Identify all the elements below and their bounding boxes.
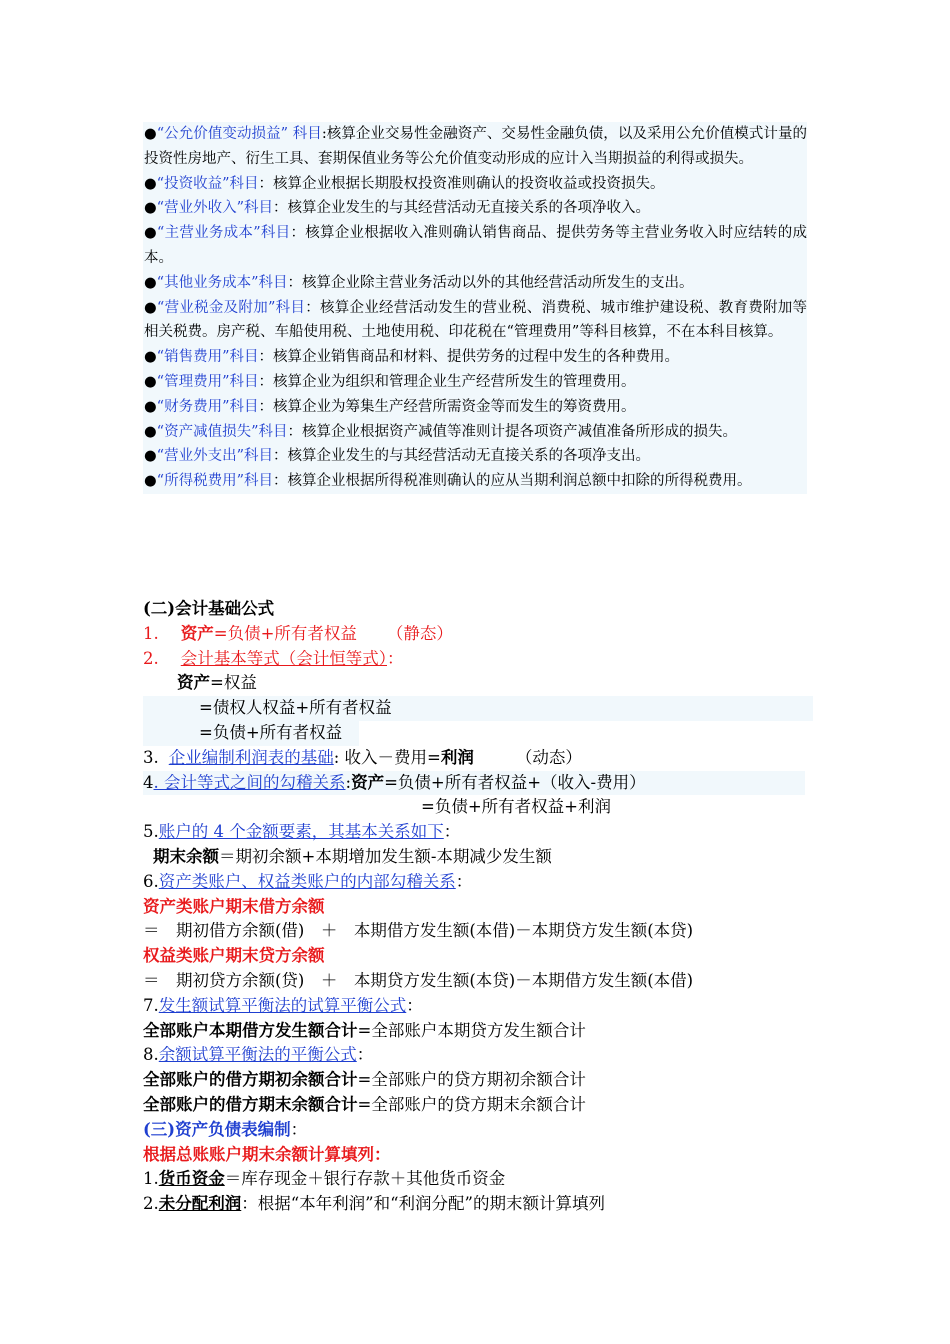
trial-balance-occurrence-link[interactable]: 发生额试算平衡法的试算平衡公式: [158, 995, 407, 1015]
formula-line-1: 1. 资产=负债+所有者权益 （静态）: [143, 623, 453, 643]
income-statement-basis-link[interactable]: 企业编制利润表的基础: [168, 747, 334, 767]
account-term: “营业税金及附加”: [156, 299, 276, 316]
account-description: ：核算企业根据资产减值等准则计提各项资产减值准备所形成的损失。: [287, 423, 737, 440]
formula-line-6: 3. 企业编制利润表的基础: 收入－费用=利润 （动态）: [143, 747, 582, 767]
account-description: ：核算企业发生的与其经营活动无直接关系的各项净收入。: [272, 200, 650, 217]
account-label: 科目: [229, 349, 259, 366]
section-title-balance-sheet: (三)资产负债表编制：: [143, 1119, 308, 1139]
balance-sheet-subtitle: 根据总账账户期末余额计算填列：: [143, 1144, 391, 1164]
bullet-dot-icon: ●: [144, 274, 157, 291]
account-term: “投资收益”: [156, 175, 230, 192]
balance-sheet-item-1: 1.货币资金＝库存现金＋银行存款＋其他货币资金: [143, 1169, 506, 1189]
bullet-dot-icon: ●: [144, 398, 157, 415]
account-description: ：核算企业根据所得税准则确认的应从当期利润总额中扣除的所得税费用。: [272, 473, 752, 490]
bullet-dot-icon: ●: [144, 423, 157, 440]
account-description: ：核算企业根据收入准则确认销售商品、提供劳务等主营业务收入时应结转的成本。: [144, 225, 808, 266]
account-label: 科目: [258, 274, 288, 291]
formula-line-16: 7.发生额试算平衡法的试算平衡公式：: [143, 995, 423, 1015]
formula-line-17: 全部账户本期借方发生额合计=全部账户本期贷方发生额合计: [143, 1020, 586, 1040]
bullet-dot-icon: ●: [144, 373, 157, 390]
account-term: “其他业务成本”: [156, 274, 259, 291]
account-definition-item: [143, 469, 807, 494]
account-term: “财务费用”: [156, 398, 230, 415]
account-label: 科目: [243, 448, 273, 465]
formula-line-2: 2. 会计基本等式（会计恒等式）：: [143, 648, 404, 668]
account-term: “资产减值损失”: [156, 423, 259, 440]
account-label: 科目: [229, 373, 259, 390]
account-description: ：核算企业经营活动发生的营业税、消费税、城市维护建设税、教育费附加等相关税费。房产税、车船使用税、土地使用税、印花税在“管理费用”等科目核算，不在本科目核算。: [144, 299, 808, 341]
account-description: ：核算企业为组织和管理企业生产经营所发生的管理费用。: [258, 373, 636, 390]
bullet-dot-icon: ●: [144, 175, 157, 192]
account-label: 科目: [243, 473, 273, 490]
bullet-dot-icon: ●: [144, 200, 157, 217]
account-definition-item: [143, 172, 807, 197]
formula-line-3: 资产=权益: [177, 673, 257, 693]
account-term: “营业外支出”: [156, 448, 244, 465]
account-elements-link[interactable]: 账户的 4 个金额要素，其基本关系如下: [158, 822, 444, 842]
equation-relationship-link[interactable]: . 会计等式之间的勾稽关系: [153, 772, 346, 792]
account-description: ：核算企业销售商品和材料、提供劳务的过程中发生的各种费用。: [258, 349, 679, 366]
account-definition-item: [143, 296, 807, 346]
account-label: 科目: [229, 175, 259, 192]
bullet-dot-icon: ●: [144, 349, 157, 366]
trial-balance-balance-link[interactable]: 余额试算平衡法的平衡公式: [158, 1045, 357, 1065]
formulas-section: [143, 597, 813, 1217]
formula-line-5: =负债+所有者权益: [143, 721, 813, 746]
bullet-dot-icon: ●: [144, 448, 157, 465]
account-description: ：核算企业除主营业务活动以外的其他经营活动所发生的支出。: [287, 274, 694, 291]
formula-line-15: ＝ 期初贷方余额(贷) ＋ 本期贷方发生额(本贷)－本期借方发生额(本借): [143, 970, 694, 990]
internal-relationship-link[interactable]: 资产类账户、权益类账户的内部勾稽关系: [158, 871, 456, 891]
formula-line-14: 权益类账户期末贷方余额: [143, 946, 325, 966]
formula-line-12: 资产类账户期末借方余额: [143, 896, 325, 916]
account-term: “所得税费用”: [156, 473, 244, 490]
account-definition-item: [143, 345, 807, 370]
account-label: 科目: [275, 299, 306, 316]
account-description: :核算企业交易性金融资产、交易性金融负债，以及采用公允价值模式计量的投资性房地产、衍生工具、套期保值业务等公允价值变动形成的应计入当期损益的利得或损失。: [144, 126, 808, 167]
account-term: “公允价值变动损益”: [156, 126, 289, 142]
formula-line-9: 5.账户的 4 个金额要素，其基本关系如下：: [143, 822, 461, 842]
account-definition-item: [143, 395, 807, 420]
formula-line-18: 8.余额试算平衡法的平衡公式：: [143, 1045, 374, 1065]
balance-sheet-item-2: 2.未分配利润：根据“本年利润”和“利润分配”的期末额计算填列: [143, 1194, 605, 1214]
account-label: 科目: [229, 398, 259, 415]
account-term: “营业外收入”: [156, 200, 244, 217]
account-definition-item: [143, 420, 807, 445]
account-term: “管理费用”: [156, 373, 230, 390]
accounting-equation-link[interactable]: 会计基本等式（会计恒等式）: [180, 648, 387, 668]
account-label: 科目: [243, 200, 273, 217]
formula-line-11: 6.资产类账户、权益类账户的内部勾稽关系：: [143, 871, 473, 891]
account-description: ：核算企业根据长期股权投资准则确认的投资收益或投资损失。: [258, 175, 665, 192]
account-label: 科目: [258, 423, 288, 440]
formula-line-8: =负债+所有者权益+利润: [421, 797, 611, 817]
bullet-dot-icon: ●: [144, 473, 157, 490]
account-definition-item: [143, 196, 807, 221]
formula-line-4: =债权人权益+所有者权益: [143, 696, 813, 721]
account-definition-item: [143, 444, 807, 469]
bullet-dot-icon: ●: [144, 225, 157, 242]
bullet-dot-icon: ●: [144, 126, 157, 142]
account-definitions-block: [143, 122, 807, 494]
formula-line-20: 全部账户的借方期末余额合计=全部账户的贷方期末余额合计: [143, 1094, 586, 1114]
account-label: 科目: [288, 126, 322, 142]
account-definition-item: [143, 271, 807, 296]
account-label: 科目: [260, 225, 291, 242]
account-term: “销售费用”: [156, 349, 230, 366]
formula-line-19: 全部账户的借方期初余额合计=全部账户的贷方期初余额合计: [143, 1070, 586, 1090]
account-definition-item: [143, 122, 807, 172]
account-description: ：核算企业发生的与其经营活动无直接关系的各项净支出。: [272, 448, 650, 465]
formula-line-10: 期末余额＝期初余额+本期增加发生额-本期减少发生额: [153, 846, 552, 866]
bullet-dot-icon: ●: [144, 299, 157, 316]
section-title-basic-formulas: (二)会计基础公式: [143, 599, 275, 618]
formula-line-13: ＝ 期初借方余额(借) ＋ 本期借方发生额(本借)－本期贷方发生额(本贷): [143, 921, 694, 941]
account-definition-item: [143, 370, 807, 395]
account-definition-item: [143, 221, 807, 271]
account-description: ：核算企业为筹集生产经营所需资金等而发生的筹资费用。: [258, 398, 636, 415]
formula-line-7: 4. 会计等式之间的勾稽关系:资产=负债+所有者权益+（收入-费用）: [143, 771, 813, 796]
account-term: “主营业务成本”: [156, 225, 261, 242]
